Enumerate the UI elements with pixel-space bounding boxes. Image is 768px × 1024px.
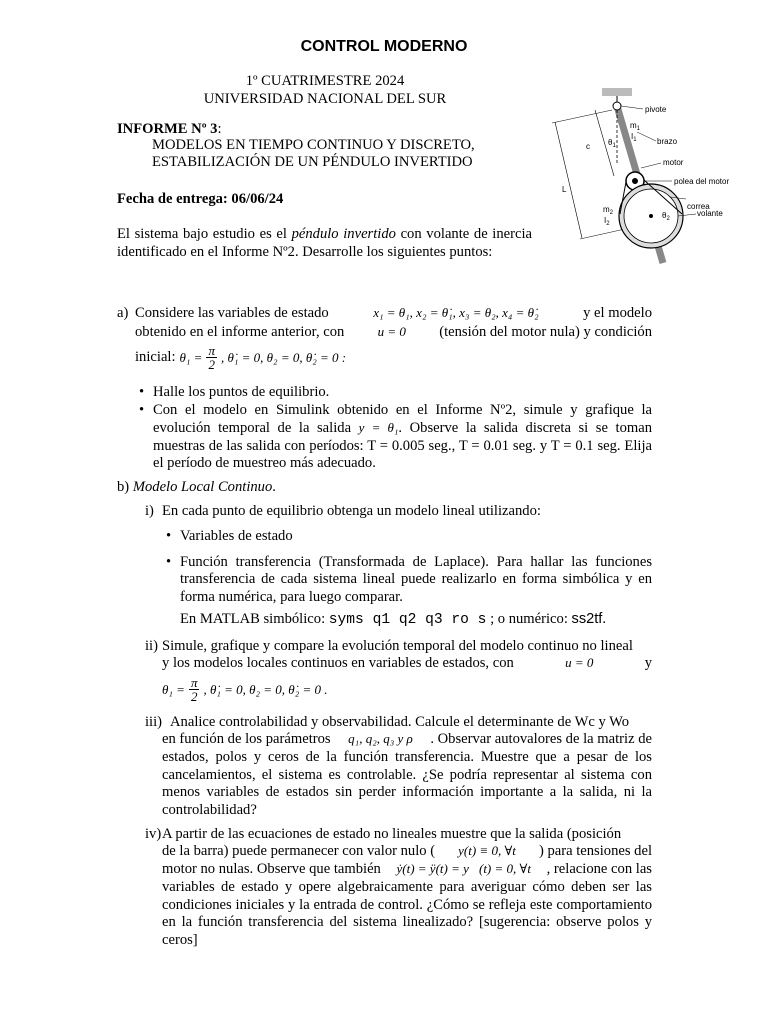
parameters: q₁, q₂, q₃ y ρ (348, 731, 413, 746)
matlab-numeric: ss2tf (571, 611, 603, 627)
item-iv-line3: motor no nulas. Observe que también ẏ(t) = ÿ(t) = y⃛(t) = 0, ∀t , relacione con las (162, 861, 652, 877)
section-a-line1 (135, 305, 652, 322)
section-a-line2-post: (tensión del motor nula) y condición (439, 324, 652, 340)
ic-label: inicial: (135, 349, 176, 365)
ic-fraction: $\frac{\pi}{2}$ (208, 343, 215, 372)
report-subtitle-1: MODELOS EN TIEMPO CONTINUO Y DISCRETO, (152, 137, 475, 153)
section-a-line1-post: y el modelo (583, 305, 652, 321)
item-i-marker: i) (145, 503, 154, 519)
state-variables: x₁ = θ₁, x₂ = θ̇₁, x₃ = θ₂, x₄ = θ̇₂ (373, 305, 539, 320)
report-label-text: INFORME Nº 3 (117, 121, 218, 137)
label-pivote: pivote (645, 105, 667, 114)
section-a-line2-pre: obtenido en el informe anterior, con (135, 324, 345, 340)
label-theta1: $\theta_1$ (608, 138, 616, 149)
bullet-simulink: • Con el modelo en Simulink obtenido en el Informe Nº2, simule y grafique la evolución temporal de la salida y = θ₁. Observe la salida discreta si se toman muestras de las salida con períodos: T = 0.005 seg., T = 0.01 seg. y T = 0.1 seg. Elija el período de muestreo más adecuado. (135, 402, 652, 473)
label-theta2: $\theta_2$ (662, 211, 670, 222)
section-a-marker: a) (117, 305, 129, 321)
pivot-circle (613, 102, 621, 110)
u-zero: u = 0 (377, 324, 406, 339)
university: UNIVERSIDAD NACIONAL DEL SUR (203, 91, 447, 107)
motor-shaft (632, 178, 638, 184)
L-tick-bottom (580, 229, 625, 239)
label-m2: $m_2$ (603, 205, 614, 216)
semester: 1º CUATRIMESTRE 2024 (245, 73, 405, 89)
item-ii-initial-condition: θ₁ = $\frac{\pi}{2}$ , θ̇₁ = 0, θ₂ = 0, θ̇₂ = 0 . (162, 675, 328, 704)
label-polea: polea del motor (674, 177, 730, 186)
label-m1: $m_1$ (630, 121, 641, 132)
item-iii-marker: iii) (145, 714, 163, 730)
report-label (117, 121, 222, 138)
report-colon: : (217, 121, 222, 137)
section-b-heading: b) Modelo Local Continuo. (117, 479, 276, 495)
flywheel-center (649, 214, 653, 218)
item-ii-line2: y los modelos locales continuos en variables de estados, con u = 0 y (162, 655, 652, 671)
report-subtitle-2: ESTABILIZACIÓN DE UN PÉNDULO INVERTIDO (152, 154, 473, 170)
label-motor: motor (663, 158, 684, 167)
motor-leader (641, 163, 661, 168)
intro-italic: péndulo invertido (291, 226, 396, 242)
label-brazo: brazo (657, 137, 678, 146)
bullet-transfer-function: • Función transferencia (Transformada de Laplace). Para hallar las funciones transferencia de cada sistema lineal puede realizarlo en forma simbólica y en forma numérica, para luego comparar. (162, 554, 652, 607)
pendulum-figure (540, 88, 768, 266)
due-date: Fecha de entrega: 06/06/24 (117, 191, 284, 207)
label-c: c (586, 142, 590, 151)
document-title: CONTROL MODERNO (300, 38, 468, 55)
item-iii-line2: en función de los parámetros q₁, q₂, q₃ y ρ . Observar autovalores de la matriz de (162, 731, 652, 747)
label-I1: $I_1$ (631, 132, 637, 143)
intro-text-1: El sistema bajo estudio es el (117, 226, 292, 242)
item-ii-marker: ii) (145, 638, 158, 654)
ic-theta1: θ₁ = (179, 349, 203, 365)
item-i-bullets (162, 528, 652, 606)
section-b-title: Modelo Local Continuo (132, 479, 273, 495)
intro-paragraph (117, 226, 532, 261)
bullet-state-variables: • Variables de estado (162, 528, 652, 546)
item-iv-line2: de la barra) puede permanecer con valor nulo ( y(t) ≡ 0, ∀t ) para tensiones del (162, 843, 652, 859)
bullet-equilibrium: • Halle los puntos de equilibrio. (135, 384, 652, 402)
brazo-leader (637, 132, 656, 141)
matlab-code: syms q1 q2 q3 ro s (328, 612, 487, 628)
ic-rest: , θ̇₁ = 0, θ₂ = 0, θ̇₂ = 0 : (220, 349, 347, 365)
L-dimension (555, 122, 582, 238)
section-a-line2 (135, 324, 652, 341)
item-iii-rest: estados, polos y ceros de la función transferencia. Muestre que a pesar de los cancelamientos, el sistema es controlable. ¿Se podría representar al sistema con menos variables de estados sin perder información importante a la salida, ni la controlabilidad? (162, 749, 652, 818)
ceiling-mount (602, 88, 632, 96)
ic-fraction-ii: $\frac{\pi}{2}$ (190, 675, 198, 704)
section-a-initial-condition (135, 344, 346, 371)
item-iii-line1: Analice controlabilidad y observabilidad. Calcule el determinante de Wc y Wo (170, 714, 630, 730)
matlab-hint: En MATLAB simbólico: syms q1 q2 q3 ro s ; o numérico: ss2tf. (180, 611, 607, 628)
item-iv-rest: variables de estado y opere algebraicamente para averiguar cómo deben ser las condiciones iniciales y la entrada de control. ¿Cómo se refleja este comportamiento en la función transferencia del sistema linealizado? [sugerencia: observe polos y ceros] (162, 879, 652, 948)
item-ii-line1: Simule, grafique y compare la evolución temporal del modelo continuo no lineal (162, 638, 633, 654)
item-iv-marker: iv) (145, 826, 162, 842)
u-zero-ii: u = 0 (565, 655, 594, 670)
label-volante: volante (697, 209, 723, 218)
section-a-bullets (135, 384, 652, 473)
section-a-line1-pre: Considere las variables de estado (135, 305, 329, 321)
label-L: L (562, 185, 567, 194)
intro-text-2: con volante de inercia identificado en el Informe Nº2. Desarrolle los siguientes puntos: (117, 226, 533, 260)
pivote-leader (621, 106, 643, 109)
L-tick-top (552, 110, 612, 123)
label-I2: $I_2$ (604, 216, 610, 227)
item-iv-line1: A partir de las ecuaciones de estado no lineales muestre que la salida (posición (162, 826, 622, 842)
section-b-marker: b) (117, 479, 130, 495)
item-i-text: En cada punto de equilibrio obtenga un modelo lineal utilizando: (162, 503, 541, 519)
label-correa: correa (687, 202, 710, 211)
